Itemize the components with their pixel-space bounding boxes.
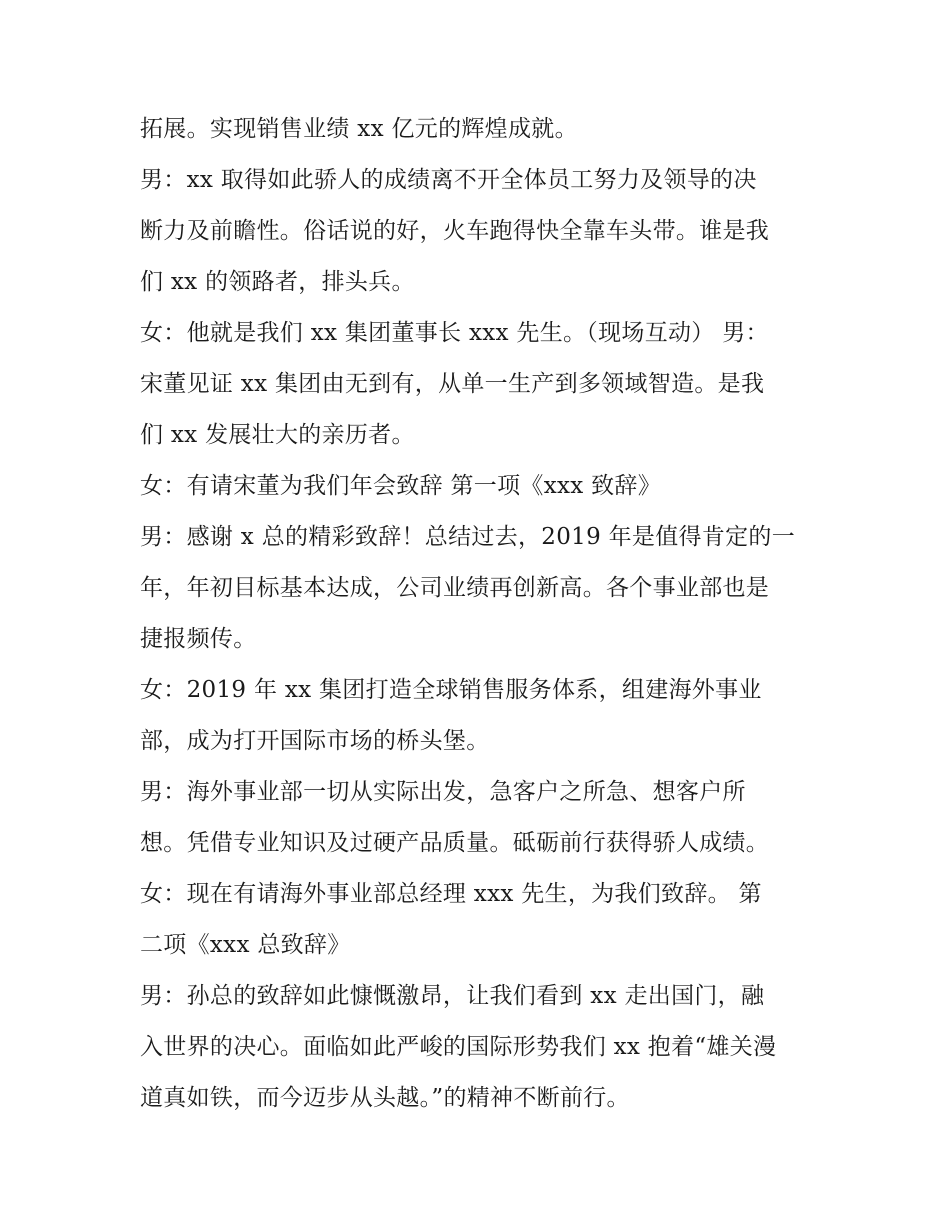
text-line: 拓展。实现销售业绩 xx 亿元的辉煌成就。 <box>140 116 578 142</box>
document-body <box>140 104 820 1124</box>
text-line: 捷报频传。 <box>140 626 257 652</box>
text-line: 宋董见证 xx 集团由无到有，从单一生产到多领域智造。是我 <box>140 371 765 397</box>
text-line: 女：现在有请海外事业部总经理 xxx 先生，为我们致辞。 第 <box>140 881 762 907</box>
text-line: 女：有请宋董为我们年会致辞 第一项《xxx 致辞》 <box>140 473 662 499</box>
text-line: 女：他就是我们 xx 集团董事长 xxx 先生。（现场互动） 男： <box>140 320 769 346</box>
text-line: 男：xx 取得如此骄人的成绩离不开全体员工努力及领导的决 <box>140 167 757 193</box>
text-line: 想。凭借专业知识及过硬产品质量。砥砺前行获得骄人成绩。 <box>140 830 770 856</box>
text-line: 断力及前瞻性。俗话说的好，火车跑得快全靠车头带。谁是我 <box>140 218 770 244</box>
text-line: 入世界的决心。面临如此严峻的国际形势我们 xx 抱着“雄关漫 <box>140 1034 777 1060</box>
text-line: 年，年初目标基本达成，公司业绩再创新高。各个事业部也是 <box>140 575 770 601</box>
text-line: 二项《xxx 总致辞》 <box>140 932 351 958</box>
text-line: 们 xx 发展壮大的亲历者。 <box>140 422 415 448</box>
text-line: 男：海外事业部一切从实际出发，急客户之所急、想客户所 <box>140 779 746 805</box>
text-line: 男：感谢 x 总的精彩致辞！总结过去，2019 年是值得肯定的一 <box>140 524 796 550</box>
text-line: 们 xx 的领路者，排头兵。 <box>140 269 415 295</box>
text-line: 男：孙总的致辞如此慷慨激昂，让我们看到 xx 走出国门，融 <box>140 983 765 1009</box>
text-line: 部，成为打开国际市场的桥头堡。 <box>140 728 490 754</box>
text-line: 道真如铁，而今迈步从头越。”的精神不断前行。 <box>140 1085 630 1111</box>
text-line: 女：2019 年 xx 集团打造全球销售服务体系，组建海外事业 <box>140 677 762 703</box>
